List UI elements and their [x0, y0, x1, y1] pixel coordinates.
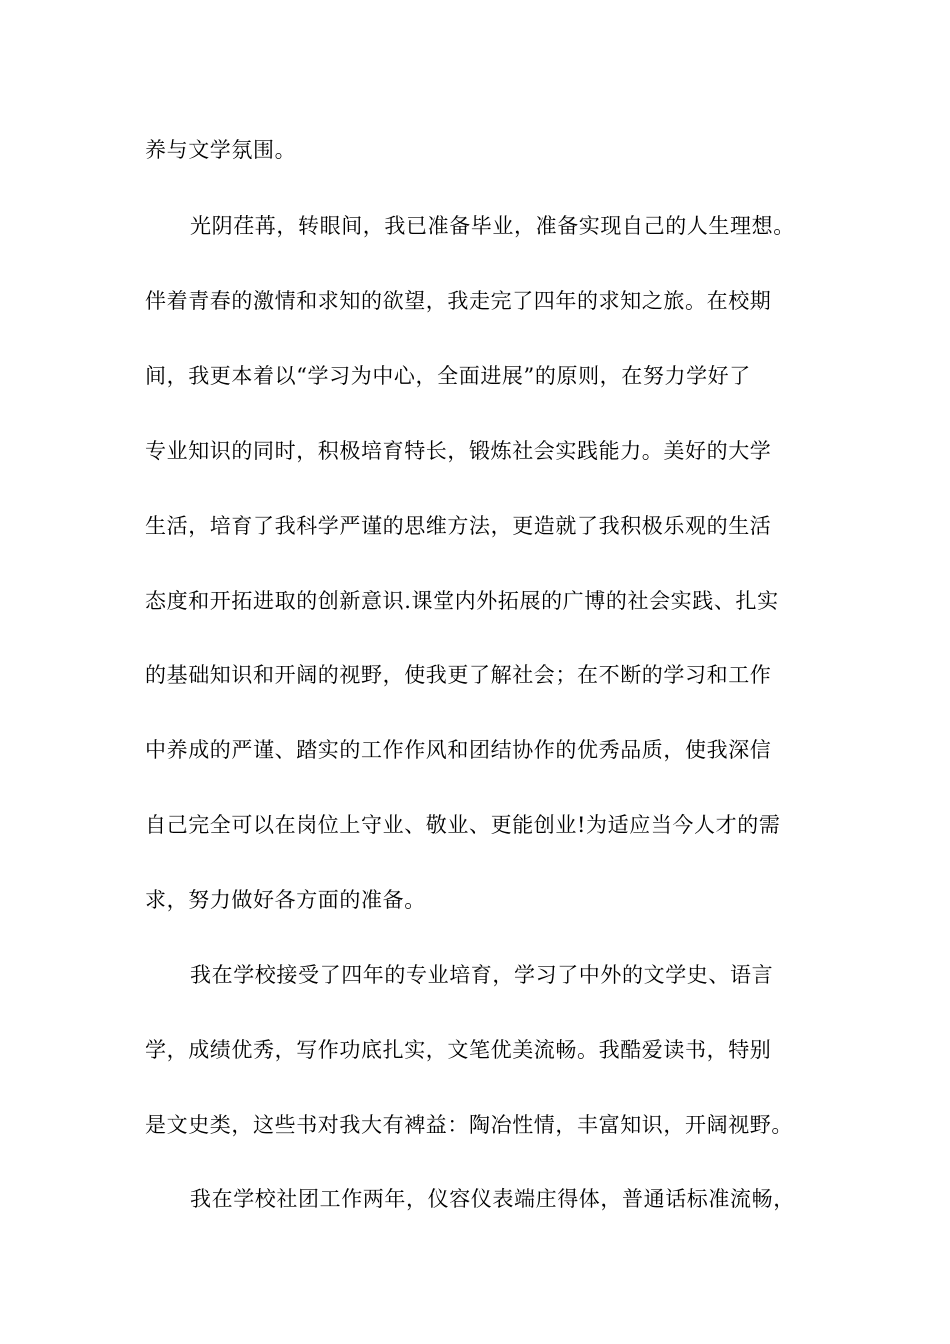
text-line: 养与文学氛围。	[145, 138, 297, 162]
paragraph-first-line: 我在学校社团工作两年，仪容仪表端庄得体，普通话标准流畅，	[190, 1187, 795, 1211]
paragraph-first-line: 我在学校接受了四年的专业培育，学习了中外的文学史、语言	[190, 963, 774, 987]
text-line: 生活，培育了我科学严谨的思维方法，更造就了我积极乐观的生活	[145, 514, 772, 538]
text-line: 专业知识的同时，积极培育特长，锻炼社会实践能力。美好的大学	[145, 439, 772, 463]
text-line: 自己完全可以在岗位上守业、敬业、更能创业!为适应当今人才的需	[145, 813, 781, 837]
text-line: 中养成的严谨、踏实的工作作风和团结协作的优秀品质，使我深信	[145, 738, 772, 762]
text-line: 的基础知识和开阔的视野，使我更了解社会；在不断的学习和工作	[145, 663, 772, 687]
text-line: 求，努力做好各方面的准备。	[145, 888, 426, 912]
paragraph-first-line: 光阴荏苒，转眼间，我已准备毕业，准备实现自己的人生理想。	[190, 214, 795, 238]
text-line: 学，成绩优秀，写作功底扎实，文笔优美流畅。我酷爱读书，特别	[145, 1038, 772, 1062]
text-line: 间，我更本着以“学习为中心，全面进展”的原则，在努力学好了	[145, 364, 751, 388]
text-line: 态度和开拓进取的创新意识.课堂内外拓展的广博的社会实践、扎实	[145, 589, 779, 613]
text-line: 伴着青春的激情和求知的欲望，我走完了四年的求知之旅。在校期	[145, 289, 772, 313]
text-line: 是文史类，这些书对我大有裨益：陶冶性情，丰富知识，开阔视野。	[145, 1113, 793, 1137]
